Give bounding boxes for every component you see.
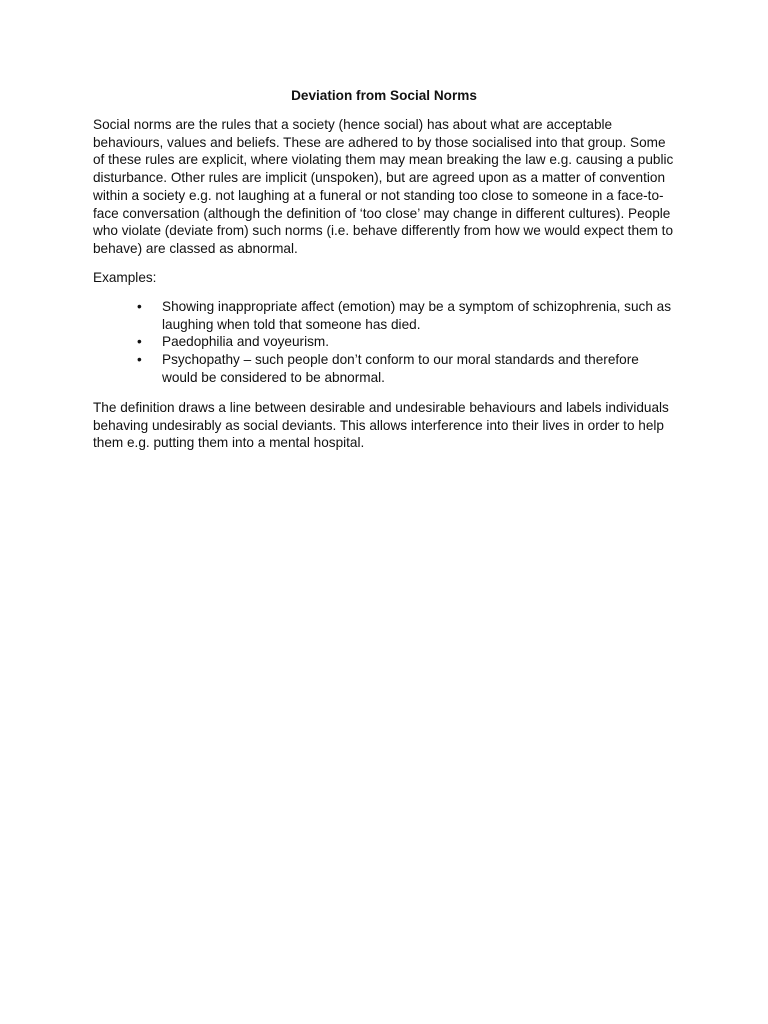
list-item-text: Showing inappropriate affect (emotion) may be a symptom of schizophrenia, such as laughing when told that someone has died. xyxy=(162,299,672,332)
list-item-text: Paedophilia and voyeurism. xyxy=(162,334,330,350)
list-item xyxy=(93,298,675,333)
list-item xyxy=(93,351,675,386)
examples-label: Examples: xyxy=(93,270,157,285)
examples-list xyxy=(93,298,675,387)
bullet-icon: • xyxy=(137,334,142,350)
bullet-icon: • xyxy=(137,352,142,368)
conclusion-paragraph: The definition draws a line between desirable and undesirable behaviours and labels individuals behaving undesirably as social deviants. This allows interference into their lives in order to help them e.g. putting them into a mental hospital. xyxy=(93,400,669,451)
intro-paragraph: Social norms are the rules that a society (hence social) has about what are acceptable behaviours, values and beliefs. These are adhered to by those socialised into that group. Some of these rules are explicit, where violating them may mean breaking the law e.g. causing a public disturbance. Other rules are implicit (unspoken), but are agreed upon as a matter of convention within a society e.g. not laughing at a funeral or not standing too close to someone in a face-to-face conversation (although the definition of ‘too close’ may change in different cultures). People who violate (deviate from) such norms (i.e. behave differently from how we would expect them to behave) are classed as abnormal. xyxy=(93,117,674,256)
bullet-icon: • xyxy=(137,299,142,314)
list-item xyxy=(93,333,675,351)
page-title: Deviation from Social Norms xyxy=(291,88,477,103)
list-item-text: Psychopathy – such people don’t conform to our moral standards and therefore would be considered to be abnormal. xyxy=(162,352,639,385)
